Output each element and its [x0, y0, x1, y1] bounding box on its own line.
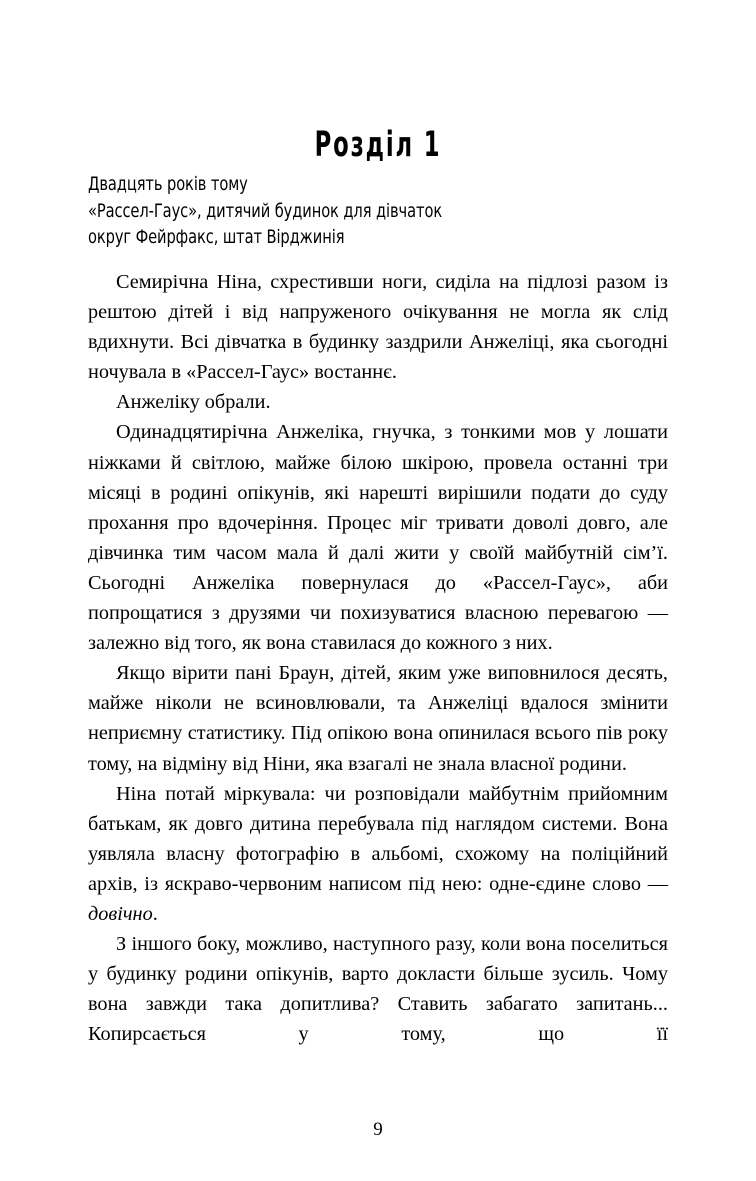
paragraph: Одинадцятирічна Анжеліка, гнучка, з тонкими мов у лошати ніжками й світлою, майже білою шкірою, провела останні три місяці в родині опікунів, які нарешті вирішили подати до суду прохання про вдочеріння. Процес міг тривати доволі довго, але дівчинка тим часом мала й далі жити у своїй майбутній сім’ї. Сьогодні Анжеліка повернулася до «Рассел-Гаус», аби попрощатися з друзями чи похизуватися власною перевагою — залежно від того, як вона ставилася до кожного з них. — [88, 421, 668, 655]
paragraph-text-tail: . — [152, 902, 158, 925]
scene-heading-line-1: Двадцять років тому — [88, 174, 248, 195]
scene-heading-line-2: «Рассел-Гаус», дитячий будинок для дівчаток — [88, 200, 443, 222]
paragraph: Анжеліку обрали. — [116, 391, 271, 414]
body-text — [88, 267, 668, 1049]
paragraph: Якщо вірити пані Браун, дітей, яким уже виповнилося десять, майже ніколи не всиновлювали, та Анжеліці вдалося змінити неприємну статистику. Під опікою вона опинилася всього пів року тому, на відміну від Ніни, яка взагалі не знала власної родини. — [88, 662, 668, 775]
scene-heading — [88, 172, 678, 252]
paragraph: Семирічна Ніна, схрестивши ноги, сиділа на підлозі разом із рештою дітей і від напруженого очікування не могла як слід вдихнути. Всі дівчатка в будинку заздрили Анжеліці, яка сьогодні ночувала в «Рассел-Гаус» востаннє. — [88, 271, 668, 384]
paragraph: З іншого боку, можливо, наступного разу, коли вона поселиться у будинку родини опікунів, варто докласти більше зусиль. Чому вона завжди така допитлива? Ставить забагато запитань... Копирсається у тому, що її — [88, 933, 668, 1046]
scene-heading-line-3: округ Фейрфакс, штат Вірджинія — [88, 227, 345, 248]
paragraph-text-lead: Ніна потай міркувала: чи розповідали майбутнім прийомним батькам, як довго дитина перебувала під наглядом системи. Вона уявляла власну фотографію в альбомі, схожому на поліційний архів, із яскраво-червоним написом під нею: одне-єдине слово — — [88, 782, 668, 895]
paragraph-with-emphasis — [88, 779, 668, 929]
emphasis-text: довічно — [88, 902, 153, 925]
page-number: 9 — [373, 1119, 383, 1140]
chapter-title: Розділ 1 — [314, 125, 442, 166]
